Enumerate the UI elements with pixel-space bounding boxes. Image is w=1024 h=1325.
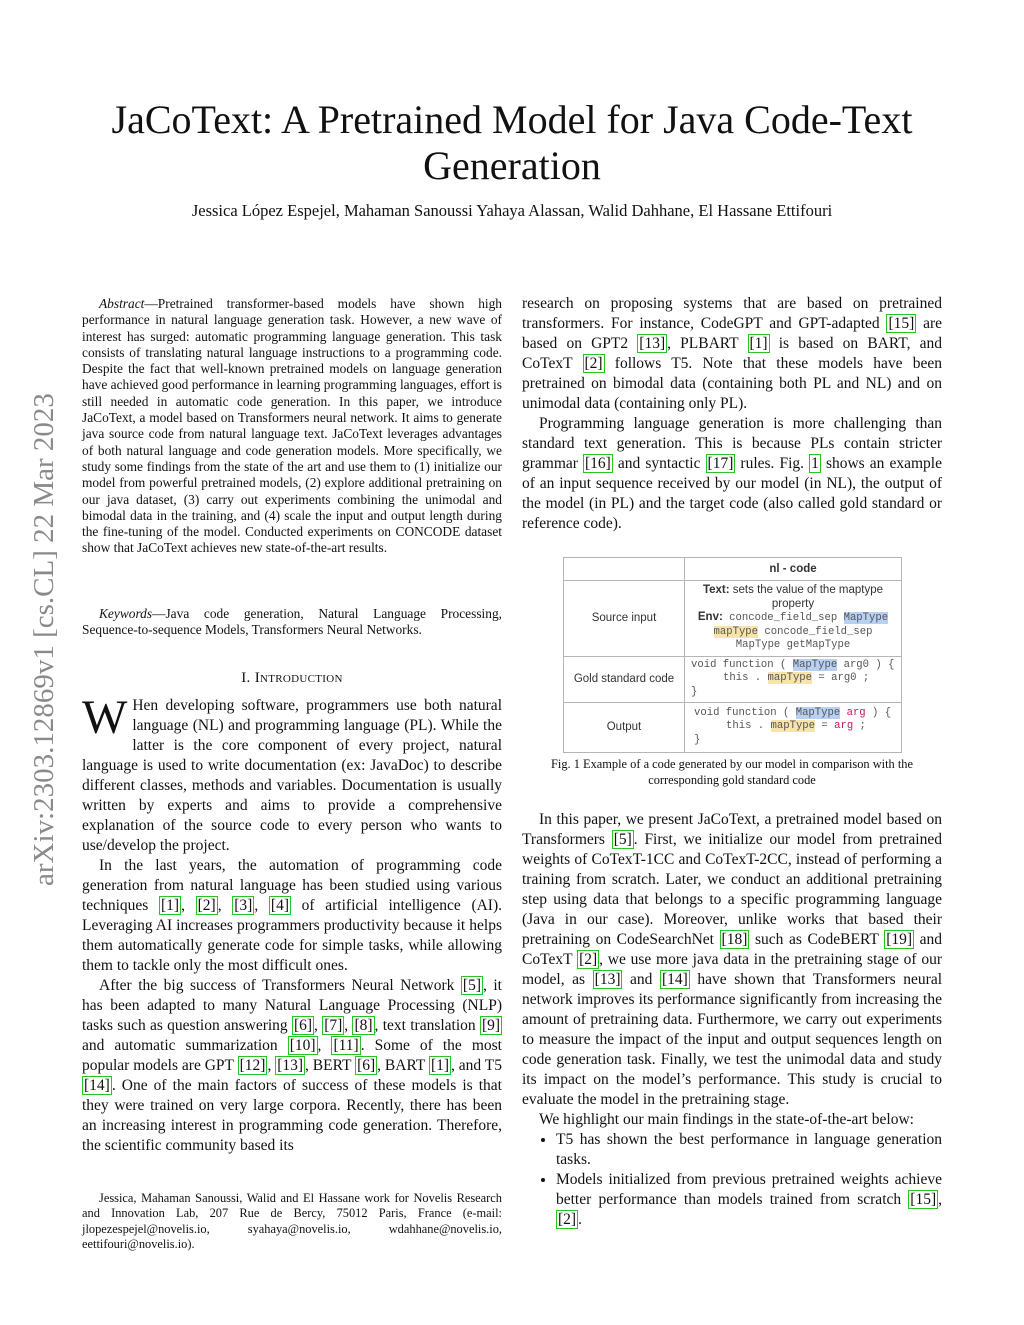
code-highlight: mapType <box>770 720 816 733</box>
right-p3-text: In this paper, we present JaCoText, a pretrained model based on Transformers <box>522 811 942 848</box>
right-p4-text: We highlight our main findings in the state-of-the-art below: <box>539 1111 914 1128</box>
citation-link[interactable]: [13] <box>594 971 621 988</box>
env-token: MapType getMapType <box>735 639 851 651</box>
figure-header-empty <box>564 558 685 581</box>
code-text: = arg0 ; <box>812 672 870 685</box>
env-token: concode_field_sep <box>764 625 873 638</box>
row-label-gold: Gold standard code <box>564 656 685 702</box>
citation-link[interactable]: [15] <box>888 315 915 332</box>
intro-p3-text: . One of the main factors of success of these models is that they were trained on very large corpora. Recently, there has been an increasing interest in programming code generation. Therefore, the scientific community based its <box>82 1077 502 1154</box>
output-code-cell <box>685 702 902 752</box>
code-highlight: mapType <box>767 672 813 685</box>
abstract-text: —Pretrained transformer-based models have shown high performance in natural language generation task. However, a new wave of interest has surged: automatic programming language generation. This task consists of translating natural language instructions to a programming code. Despite the fact that well-known pretrained models on language generation have achieved good performance in learning programming languages, effort is still needed in automatic code generation. In this paper, we introduce JaCoText, a model based on Transformers neural network. It aims to generate java source code from natural language text. JaCoText leverages advantages of both natural language and code generation models. More specifically, we study some findings from the state of the art and use them to (1) initialize our model from powerful pretrained models, (2) explore additional pretraining on our java dataset, (3) carry out experiments combining the unimodal and bimodal data in the training, and (4) scale the input and output length during the fine-tuning of the model. Conducted experiments on CONCODE dataset show that JaCoText achieves new state-of-the-art results. <box>82 296 502 556</box>
intro-p3-text: and automatic summarization <box>82 1037 288 1054</box>
citation-link[interactable]: [16] <box>585 455 611 472</box>
text-label: Text: <box>702 584 730 596</box>
citation-link[interactable]: [5] <box>462 977 481 994</box>
citation-link[interactable]: [5] <box>613 831 632 848</box>
intro-p3-text: , and T5 <box>451 1057 502 1074</box>
code-arg: arg <box>834 720 854 733</box>
arxiv-stamp: arXiv:2303.12869v1 [cs.CL] 22 Mar 2023 <box>28 393 60 886</box>
code-arg: arg <box>846 706 866 719</box>
keywords-text: —Java code generation, Natural Language Processing, Sequence-to-sequence Models, Transformers Neural Networks. <box>82 606 502 638</box>
code-highlight: MapType <box>792 658 838 671</box>
right-column-top <box>522 294 942 534</box>
bullet2-text: . <box>578 1211 582 1228</box>
right-p1-text: are based on GPT2 <box>522 315 943 352</box>
code-text: this . <box>723 672 768 685</box>
right-p2-text: rules. Fig. <box>735 455 810 472</box>
citation-link[interactable]: [1] <box>430 1057 450 1074</box>
right-p1-text: follows T5. Note that these models have been pretrained on bimodal data (containing both PL and NL) and on unimodal data (containing only PL). <box>522 355 943 412</box>
citation-link[interactable]: [14] <box>84 1077 110 1094</box>
citation-link[interactable]: [10] <box>289 1037 316 1054</box>
citation-link[interactable]: [17] <box>707 455 734 472</box>
footnote-text: Jessica, Mahaman Sanoussi, Walid and El Hassane work for Novelis Research and Innovation Lab, 207 Rue de Bercy, 75012 Paris, France (e-mail: jlopezespejel@novelis.io, syahaya@novelis.io, wdahhane@novelis.io, eettifouri@novelis.io). <box>82 1191 502 1251</box>
citation-link[interactable]: [1] <box>160 897 180 914</box>
citation-link[interactable]: [2] <box>584 355 603 372</box>
intro-paragraph-1: Hen developing software, programmers use both natural language (NL) and programming language (PL). While the latter is the core component of every project, natural language is used to write documentation (ex: JavaDoc) to describe different classes, methods and variables. Documentation is usually written by experts and aims to provide a comprehensive explanation of the source code to every person who wants to use/develop the project. <box>82 697 502 854</box>
code-text: void function ( <box>691 658 793 671</box>
figure-header: nl - code <box>685 558 902 581</box>
right-p2-text: and syntactic <box>612 455 706 472</box>
right-p3-text: such as CodeBERT <box>749 931 885 948</box>
section-heading-introduction <box>82 670 502 687</box>
code-highlight: MapType <box>795 706 841 719</box>
citation-link[interactable]: [19] <box>886 931 913 948</box>
row-label-output: Output <box>564 702 685 752</box>
list-item: • Models initialized from previous pretrained weights achieve better performance than models trained from scratch [15] , [2] . <box>556 1170 942 1230</box>
env-token: concode_field_sep <box>729 612 838 624</box>
citation-link[interactable]: [13] <box>639 335 666 352</box>
env-label: Env: <box>697 611 723 623</box>
drop-cap: W <box>82 691 128 744</box>
footnote <box>82 1191 502 1252</box>
intro-p3-text: . Some of the most popular models are GPT <box>82 1037 502 1074</box>
code-text: arg0 ) { <box>837 658 895 671</box>
code-text: } <box>694 733 701 746</box>
keywords-label: Keywords <box>99 606 153 621</box>
intro-p3-text: After the big success of Transformers Neural Network <box>99 977 461 994</box>
citation-link[interactable]: [3] <box>234 897 253 914</box>
citation-link[interactable]: [11] <box>333 1037 359 1054</box>
code-text: = <box>815 720 835 733</box>
citation-link[interactable]: [9] <box>481 1017 501 1034</box>
source-input-cell <box>685 581 902 657</box>
citation-link[interactable]: [1] <box>749 335 768 352</box>
citation-link[interactable]: [12] <box>239 1057 266 1074</box>
citation-link[interactable]: [4] <box>270 897 289 914</box>
findings-list <box>522 1130 942 1230</box>
section-title: Introduction <box>254 670 343 686</box>
env-token-highlight: mapType <box>713 625 759 638</box>
keywords <box>82 606 502 639</box>
intro-p3-text: , BART <box>377 1057 429 1074</box>
right-p3-text: and CoTexT <box>522 931 942 968</box>
intro-p3-text: , it has been adapted to many Natural Language Processing (NLP) tasks such as question answering <box>82 977 502 1034</box>
figure-link[interactable]: 1 <box>811 455 819 472</box>
list-item: • T5 has shown the best performance in language generation tasks. <box>556 1130 942 1170</box>
citation-link[interactable]: [18] <box>721 931 748 948</box>
citation-link[interactable]: [15] <box>910 1191 937 1208</box>
citation-link[interactable]: [8] <box>354 1017 373 1034</box>
right-p2-text: shows an example of an input sequence received by our model (in NL), the output of the model (in PL) and the target code (also called gold standard or reference code). <box>522 455 942 532</box>
source-text: sets the value of the maptype property <box>729 584 884 610</box>
right-p3-text: . First, we initialize our model from pretrained weights of CoTexT-1CC and CoTexT-2CC, instead of performing a training from scratch. Later, we conduct an additional pretraining step using data that belongs to a specific programming language (Java in our case). Moreover, unlike works that based their pretraining on CodeSearchNet <box>522 831 942 948</box>
figure-1-table <box>563 557 902 753</box>
section-number: I. <box>241 670 251 686</box>
citation-link[interactable]: [2] <box>558 1211 577 1228</box>
bullet2-text: Models initialized from previous pretrained weights achieve better performance than models trained from scratch <box>556 1171 942 1208</box>
code-text: void function ( <box>694 706 796 719</box>
code-text: this . <box>726 720 771 733</box>
introduction-body: W Hen developing software, programmers use both natural language (NL) and programming language (PL). While the latter is the core component of every project, natural language is used to write documentation (ex: JavaDoc) to describe different classes, methods and variables. Documentation is usually written by experts and aims to provide a comprehensive explanation of the source code to every person who wants to use/develop the project. In the last years, the automation of programming code generation from natural language has been studied using various techniques [1] , [2] , [3] , [4] of artificial intelligence (AI). Leveraging AI increases programmers productivity because it helps them automatically generate code for simple tasks, while allowing them to tackle only the most difficult ones. After the big success of Transformers Neural Network [5] , it has been adapted to many Natural Language Processing (NLP) tasks such as question answering [6] , [7] , [8] , text translation [9] and automatic summarization [10] , [11] . Some of the most popular models are GPT [12] , [13] , BERT [6] , BART [1] , and T5 [14] . One of the main factors of success of these models is that they were trained on very large corpora. Recently, there has been an increasing interest in programming code generation. Therefore, the scientific community based its <box>82 691 502 1154</box>
citation-link[interactable]: [6] <box>357 1057 376 1074</box>
code-text: ) { <box>865 706 892 719</box>
paper-title: JaCoText: A Pretrained Model for Java Code-Text Generation <box>111 97 913 188</box>
intro-p3-text: , BERT <box>305 1057 356 1074</box>
figure-caption: Fig. 1 Example of a code generated by our model in comparison with the corresponding gold standard code <box>551 757 913 787</box>
gold-code-cell <box>685 656 902 702</box>
abstract-label: Abstract <box>99 296 145 311</box>
env-token-highlight: MapType <box>843 612 889 624</box>
right-p2-text: Programming language generation is more challenging than standard text generation. This is because PLs contain stricter grammar <box>522 415 942 472</box>
intro-p2-text: of artificial intelligence (AI). Leveraging AI increases programmers productivity because it helps them automatically generate code for simple tasks, while allowing them to tackle only the most difficult ones. <box>82 897 502 974</box>
right-p3-text: , we use more java data in the pretraining stage of our model, as <box>522 951 942 988</box>
code-text: } <box>691 685 698 698</box>
citation-link[interactable]: [2] <box>197 897 216 914</box>
right-column-bottom <box>522 810 942 1230</box>
citation-link[interactable]: [13] <box>277 1057 304 1074</box>
right-p3-text: have shown that Transformers neural network improves its performance significantly from increasing the amount of pretraining data. Furthermore, we carry out experiments to measure the impact of the input and output sequences length on code generation task. Finally, we test the unimodal data and study its impact on the model’s performance. This study is crucial to evaluate the model in the pretraining stage. <box>522 971 943 1108</box>
right-p1-text: is based on BART, and CoTexT <box>522 335 942 372</box>
citation-link[interactable]: [14] <box>662 971 688 988</box>
row-label-source: Source input <box>564 581 685 657</box>
citation-link[interactable]: [6] <box>293 1017 313 1034</box>
right-p1-text: research on proposing systems that are based on pretrained transformers. For instance, CodeGPT and GPT-adapted <box>522 295 942 332</box>
intro-p2-text: In the last years, the automation of programming code generation from natural language has been studied using various techniques <box>82 857 502 914</box>
citation-link[interactable]: [2] <box>579 951 598 968</box>
right-p1-text: , PLBART <box>667 335 748 352</box>
abstract <box>82 296 502 557</box>
code-text: ; <box>853 720 866 733</box>
citation-link[interactable]: [7] <box>324 1017 343 1034</box>
authors: Jessica López Espejel, Mahaman Sanoussi Yahaya Alassan, Walid Dahhane, El Hassane Ettifouri <box>191 201 833 220</box>
intro-p3-text: , text translation <box>374 1017 480 1034</box>
right-p3-text: and <box>622 971 660 988</box>
